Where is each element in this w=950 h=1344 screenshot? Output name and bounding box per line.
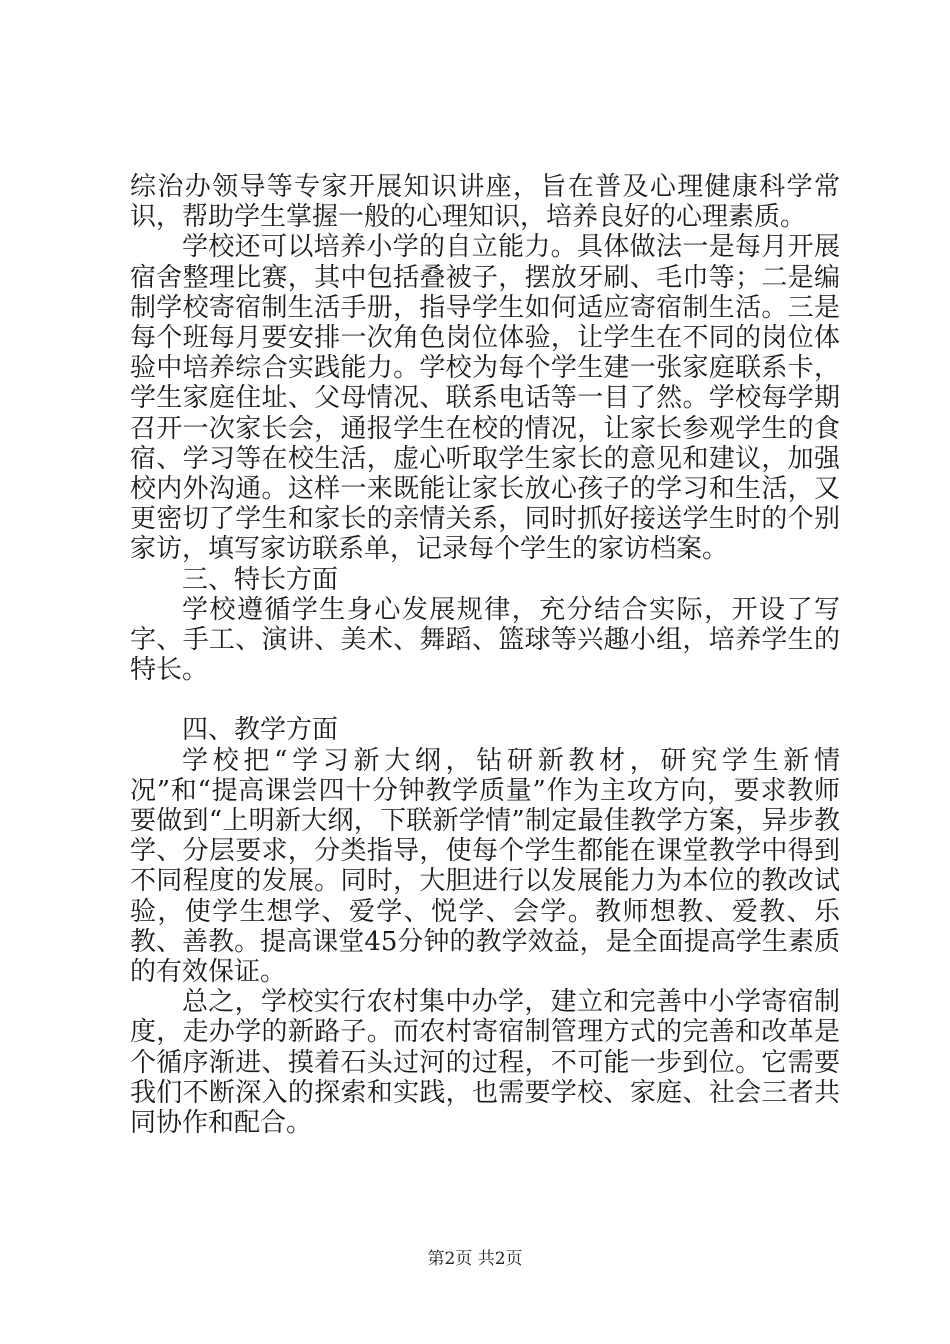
paragraph-self-reliance: 学校还可以培养小学的自立能力。具体做法一是每月开展宿舍整理比赛，其中包括叠被子，摆放牙刷、毛巾等；二是编制学校寄宿制生活手册，指导学生如何适应寄宿制生活。三是每个班每月要安排一次角色岗位体验，让学生在不同的岗位体验中培养综合实践能力。学校为每个学生建一张家庭联系卡，学生家庭住址、父母情况、联系电话等一目了然。学校每学期召开一次家长会，通报学生在校的情况，让家长参观学生的食宿、学习等在校生活，虚心听取学生家长的意见和建议，加强校内外沟通。这样一来既能让家长放心孩子的学习和生活，又更密切了学生和家长的亲情关系，同时抓好接送学生时的个别家访，填写家访联系单，记录每个学生的家访档案。	[130, 232, 840, 565]
document-body	[130, 172, 840, 1138]
section-heading-talent: 三、特长方面	[182, 564, 339, 595]
paragraph-conclusion: 总之，学校实行农村集中办学，建立和完善中小学寄宿制度，走办学的新路子。而农村寄宿制管理方式的完善和改革是个循序渐进、摸着石头过河的过程，不可能一步到位。它需要我们不断深入的探索和实践，也需要学校、家庭、社会三者共同协作和配合。	[130, 987, 840, 1139]
paragraph-teaching: 学校把“学习新大纲，钻研新教材，研究学生新情况”和“提高课尝四十分钟教学质量”作为主攻方向，要求教师要做到“上明新大纲，下联新学情”制定最佳教学方案，异步教学、分层要求，分类指导，使每个学生都能在课堂教学中得到不同程度的发展。同时，大胆进行以发展能力为本位的教改试验，使学生想学、爱学、悦学、会学。教师想教、爱教、乐教、善教。提高课堂45分钟的教学效益，是全面提高学生素质的有效保证。	[130, 745, 840, 988]
section-heading-teaching: 四、教学方面	[182, 715, 339, 746]
paragraph-talent: 学校遵循学生身心发展规律，充分结合实际，开设了写字、手工、演讲、美术、舞蹈、篮球等兴趣小组，培养学生的特长。	[130, 594, 840, 686]
page-number: 第2页 共2页	[427, 1249, 523, 1269]
paragraph-continuation: 综治办领导等专家开展知识讲座，旨在普及心理健康科学常识，帮助学生掌握一般的心理知识，培养良好的心理素质。	[130, 172, 840, 233]
